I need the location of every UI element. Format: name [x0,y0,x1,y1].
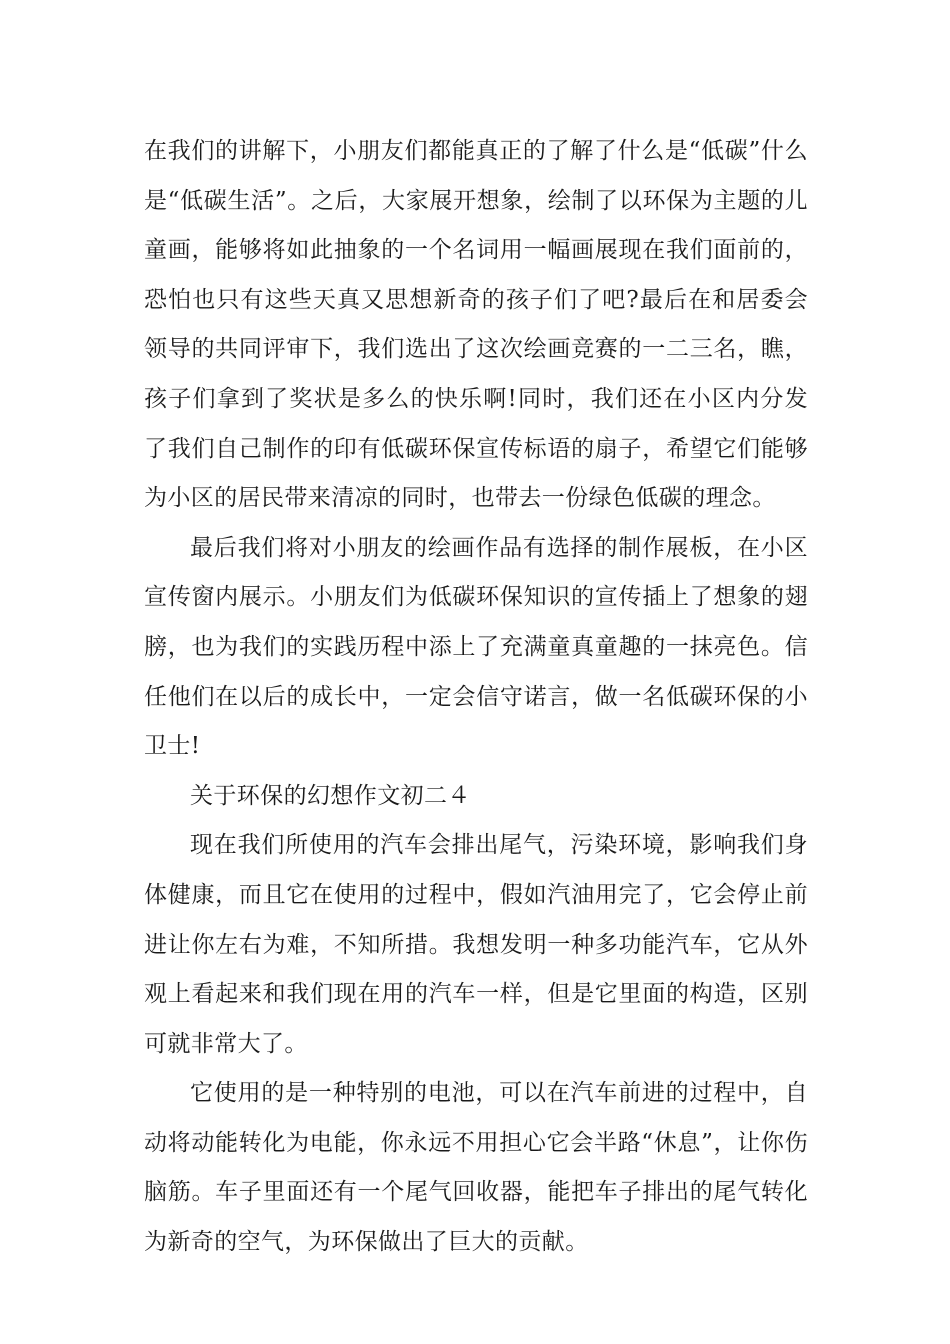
paragraph-2: 最后我们将对小朋友的绘画作品有选择的制作展板，在小区宣传窗内展示。小朋友们为低碳环保知识的宣传插上了想象的翅膀，也为我们的实践历程中添上了充满童真童趣的一抹亮色。信任他们在以后的成长中，一定会信守诺言，做一名低碳环保的小卫士! [144,534,808,760]
paragraph-3: 现在我们所使用的汽车会排出尾气，污染环境，影响我们身体健康，而且它在使用的过程中，假如汽油用完了，它会停止前进让你左右为难，不知所措。我想发明一种多功能汽车，它从外观上看起来和我们现在用的汽车一样，但是它里面的构造，区别可就非常大了。 [144,832,808,1057]
paragraph-1: 在我们的讲解下，小朋友们都能真正的了解了什么是“低碳”什么是“低碳生活”。之后，大家展开想象，绘制了以环保为主题的儿童画，能够将如此抽象的一个名词用一幅画展现在我们面前的，恐怕也只有这些天真又思想新奇的孩子们了吧?最后在和居委会领导的共同评审下，我们选出了这次绘画竞赛的一二三名，瞧，孩子们拿到了奖状是多么的快乐啊!同时，我们还在小区内分发了我们自己制作的印有低碳环保宣传标语的扇子，希望它们能够为小区的居民带来清凉的同时，也带去一份绿色低碳的理念。 [144,138,808,512]
document-body [144,127,808,1268]
section-heading: 关于环保的幻想作文初二４ [190,782,471,809]
paragraph-4: 它使用的是一种特别的电池，可以在汽车前进的过程中，自动将动能转化为电能，你永远不用担心它会半路“休息”，让你伤脑筋。车子里面还有一个尾气回收器，能把车子排出的尾气转化为新奇的空气，为环保做出了巨大的贡献。 [144,1080,808,1256]
